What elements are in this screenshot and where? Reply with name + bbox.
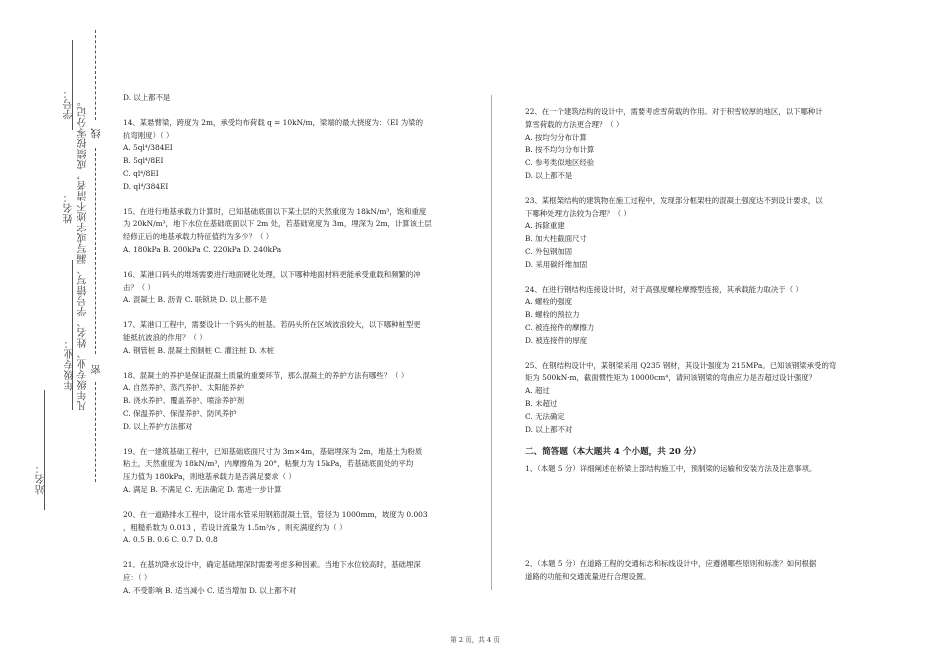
question-25 [525,360,880,437]
short-answer-2 [525,558,880,584]
section-two-title: 二、简答题（本大题共 4 个小题，共 20 分） [525,447,702,458]
question-21 [123,559,478,597]
binding-margin [0,0,110,672]
question-stem: 算雪荷载的方法更合理？（ ） [525,119,624,129]
seal-dash-line-top [95,30,96,120]
options-row: A. 不受影响 B. 适当减小 C. 适当增加 D. 以上都不对 [123,585,297,595]
student-id-label: 学号： [64,88,75,120]
question-stem: 抗弯刚度）（ ） [123,130,174,140]
question-stem: 23、某框架结构的建筑物在施工过程中，发现部分框架柱的混凝土强度达不到设计要求，以 [525,195,823,205]
option-d: D. 采用碳纤维加固 [525,259,588,269]
question-stem: 能抵抗波浪的作用？（ ） [123,332,207,342]
short-answer-1: 1、（本题 5 分）详细阐述在桥梁上部结构施工中，预制梁的运输和安装方法及注意事项。 [525,464,817,474]
question-stem: 为 20kN/m³，地下水位在基础底面以下 2m 处，若基础宽度为 3m，埋深为 2m，计算该土层 [123,219,432,229]
question-13-tail [123,92,478,105]
options-row: A. 钢管桩 B. 混凝土预制桩 C. 灌注桩 D. 木桩 [123,345,275,355]
question-stem: 22、在一个建筑结构的设计中，需要考虑雪荷载的作用。对于积雪较厚的地区，以下哪种计 [525,107,823,116]
option-d: D. 以上都不对 [525,424,573,434]
column-divider [491,95,492,590]
option-a: A. 螺栓的强度 [525,297,572,307]
answer-space-1 [525,476,880,558]
question-stem: 2、（本题 5 分）在道路工程的交通标志和标线设计中，应遵循哪些原则和标准？如何根据 [525,558,817,568]
question-22 [525,106,880,183]
question-stem: 16、某港口码头的堆场需要进行地面硬化处理，以下哪种地面材料更能承受重载和频繁的冲 [123,269,421,279]
question-stem: 粘土，天然重度为 18kN/m³，内摩擦角为 20°，粘聚力为 15kPa，若基础底面处的平均 [123,459,414,469]
options-row: A. 180kPa B. 200kPa C. 220kPa D. 240kPa [123,244,282,254]
option-c: C. 保温养护、保湿养护、防风养护 [123,408,237,418]
option-b: B. 按不均匀分布计算 [525,145,595,155]
question-stem: 下哪种处理方法较为合理？（ ） [525,208,631,218]
question-15 [123,206,478,257]
option-b: B. 未超过 [525,398,558,408]
question-stem: 击？（ ） [123,282,155,292]
seal-marker: 密 [92,364,103,375]
question-stem: 21、在基坑降水设计中，确定基础埋深时需要考虑多种因素。当地下水位较高时，基础埋深 [123,560,421,570]
option-d: D. 以上都不是 [525,170,573,180]
question-stem: 25、在钢结构设计中，某钢梁采用 Q235 钢材，其设计强度为 215MPa。已知该钢梁承受的弯 [525,360,837,370]
option-d: D. 以上养护方法都对 [123,421,193,431]
question-14 [123,117,478,194]
option-d: D. ql⁴/384EI [123,181,169,191]
question-stem: 矩为 500kN·m，截面惯性矩为 10000cm⁴，请问该钢梁的弯曲应力是否超过设计强度？ [525,373,817,383]
option-a: A. 按均匀分布计算 [525,132,587,142]
option-c: C. 无法确定 [525,411,565,421]
question-20 [123,509,478,547]
option-c: C. 被连接件的摩擦力 [525,322,595,332]
school-line [44,390,45,510]
right-question-column [525,106,880,584]
question-stem: 18、混凝土的养护是保证混凝土质量的重要环节，那么混凝土的养护方法有哪些？（ ） [123,370,409,380]
options-row: A. 满足 B. 不满足 C. 无法确定 D. 需进一步计算 [123,484,282,494]
option-b: B. 加大柱截面尺寸 [525,234,587,244]
options-row: A. 0.5 B. 0.6 C. 0.7 D. 0.8 [123,535,218,545]
question-23 [525,195,880,272]
page-number: 第 2 页，共 4 页 [450,636,500,644]
question-24 [525,284,880,348]
question-stem: 15、在进行地基承载力计算时，已知基础底面以下某土层的天然重度为 18kN/m³，饱和重度 [123,206,427,216]
question-stem: 19、在一建筑基础工程中，已知基础底面尺寸为 3m×4m，基础埋深为 2m，地基土为粉质 [123,446,423,456]
option-d: D. 被连接件的厚度 [525,335,588,345]
question-stem: 14、某悬臂梁，跨度为 2m，承受均布荷载 q = 10kN/m，梁端的最大挠度为：（EI 为梁的 [123,117,423,127]
question-stem: 17、某港口工程中，需要设计一个码头的桩基。若码头所在区域波浪较大，以下哪种桩型更 [123,320,421,330]
question-stem: 经修正后的地基承载力特征值约为多少？（ ） [123,232,274,242]
option-d: D. 以上都不是 [123,93,171,102]
question-19 [123,446,478,497]
question-16 [123,269,478,307]
options-row: A. 混凝土 B. 沥青 C. 联锁块 D. 以上都不是 [123,295,267,305]
option-b: B. 螺栓的预拉力 [525,310,580,320]
question-18 [123,370,478,434]
seal-line-marker: 线 [92,128,103,139]
question-17 [123,319,478,357]
option-a: A. 5ql⁴/384EI [123,143,173,153]
question-stem: 压力值为 180kPa，则地基承载力是否满足要求（ ） [123,472,296,482]
seal-dash-line-bottom [95,382,96,482]
option-c: C. ql⁴/8EI [123,168,159,178]
grading-warning: 凡年级专业、姓名、学号错写、漏写或字迹不清者，成绩按零分记。 [78,96,89,411]
question-stem: 24、在进行钢结构连接设计时，对于高强度螺栓摩擦型连接，其承载能力取决于（ ） [525,284,803,294]
option-c: C. 外包钢加固 [525,246,573,256]
question-stem: 应：（ ） [123,572,152,582]
option-a: A. 超过 [525,386,550,396]
seal-dash-line-middle [95,148,96,354]
option-b: B. 浇水养护、覆盖养护、喷涂养护剂 [123,396,244,406]
class-label: 年级专业： [65,338,76,391]
option-c: C. 参考类似地区经验 [525,158,595,168]
option-a: A. 拆除重建 [525,221,565,231]
name-label: 姓名： [64,192,75,224]
question-stem: ，粗糙系数为 0.013 ，若设计流量为 1.5m³/s ，则充满度约为（ ） [123,522,347,532]
option-a: A. 自然养护、蒸汽养护、太阳能养护 [123,383,244,393]
school-label: 站名： [36,463,47,495]
question-stem: 20、在一道路排水工程中，设计雨水管采用钢筋混凝土管，管径为 1000mm，坡度为 0.003 [123,509,428,519]
question-stem: 道路的功能和交通流量进行合理设置。 [525,571,651,581]
option-b: B. 5ql⁴/8EI [123,156,164,166]
left-question-column [123,92,478,598]
